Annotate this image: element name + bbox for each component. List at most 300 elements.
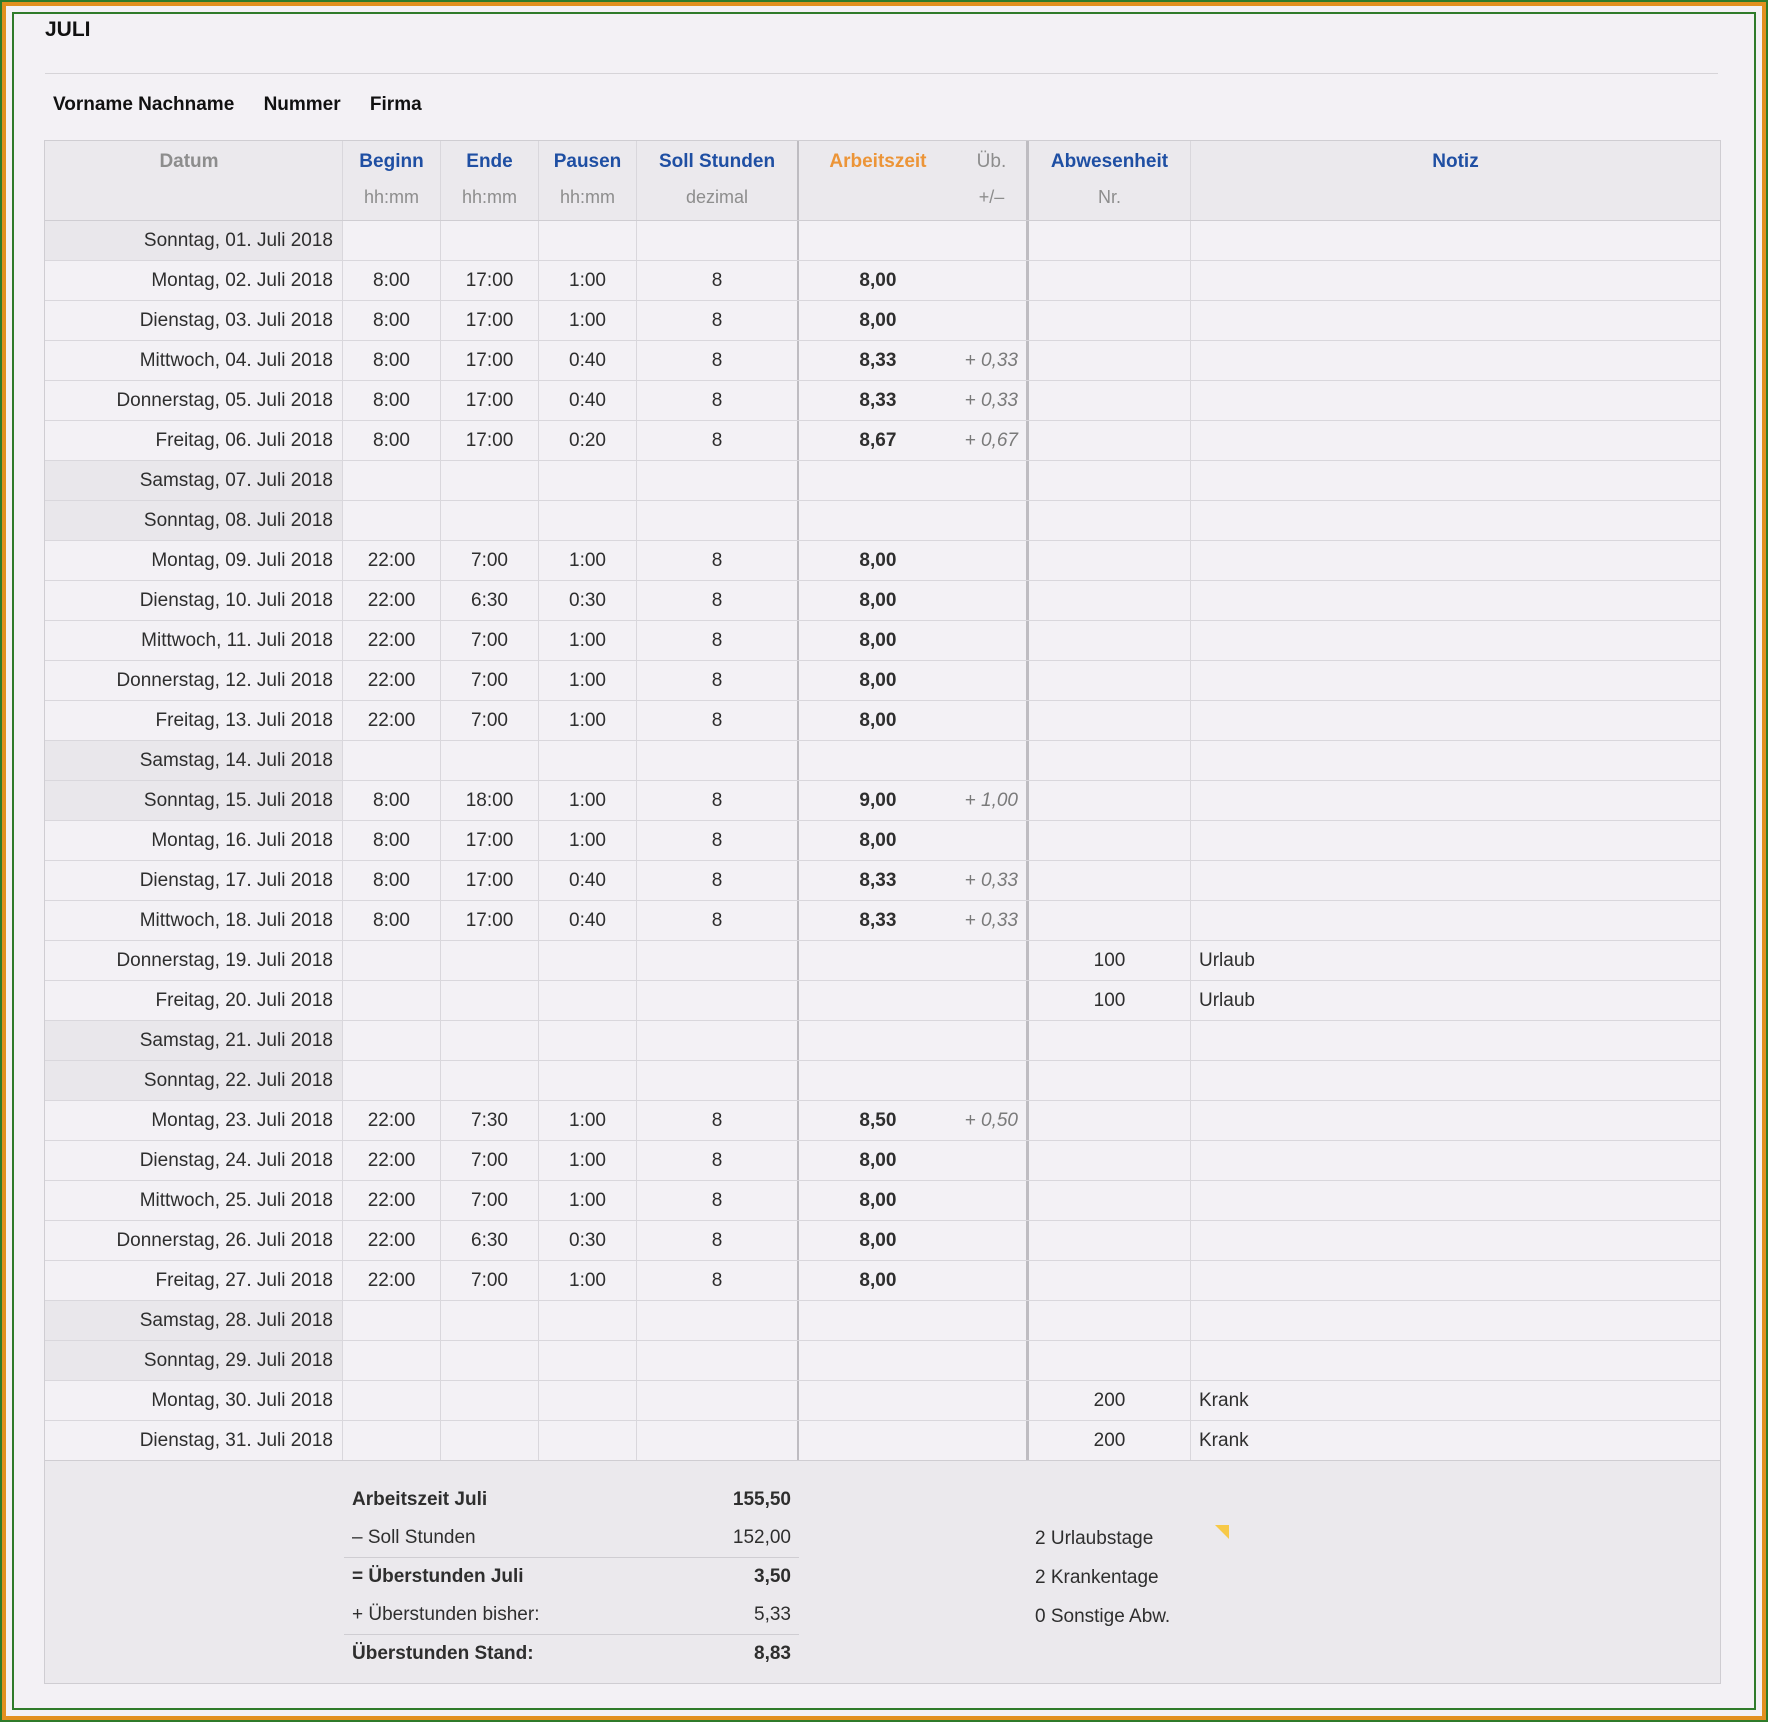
ende-cell (441, 1341, 539, 1380)
month-title: JULI (45, 18, 91, 41)
abwesenheit-cell (1029, 541, 1191, 580)
notiz-cell (1191, 781, 1720, 820)
abwesenheit-cell (1029, 341, 1191, 380)
arbeitszeit-value: 8,67 (859, 429, 897, 451)
notiz-cell: Krank (1199, 1429, 1249, 1451)
arbeitszeit-value: 8,00 (859, 1149, 897, 1171)
soll-cell: 8 (637, 541, 799, 580)
summary-label: + Überstunden bisher: (352, 1604, 540, 1625)
arbeitszeit-cell (799, 701, 1029, 740)
abwesenheit-cell (1029, 381, 1191, 420)
arbeitszeit-cell (799, 1101, 1029, 1140)
arbeitszeit-cell (799, 1341, 1029, 1380)
notiz-cell (1191, 501, 1720, 540)
ende-cell: 7:30 (441, 1101, 539, 1140)
soll-cell: 8 (637, 861, 799, 900)
pausen-cell: 0:30 (539, 581, 637, 620)
ueberstunden-value: + 0,33 (964, 349, 1018, 371)
col-header-datum: Datum (45, 141, 343, 220)
arbeitszeit-cell (799, 461, 1029, 500)
abwesenheit-cell (1029, 901, 1191, 940)
notiz-cell (1191, 1221, 1720, 1260)
arbeitszeit-cell (799, 381, 1029, 420)
date-cell: Dienstag, 24. Juli 2018 (45, 1141, 343, 1180)
summary-label: Arbeitszeit Juli (352, 1489, 488, 1510)
arbeitszeit-cell (799, 421, 1029, 460)
date-cell: Montag, 02. Juli 2018 (45, 261, 343, 300)
pausen-cell (539, 221, 637, 260)
arbeitszeit-value: 8,00 (859, 1269, 897, 1291)
ub-subheader: +/– (978, 187, 1005, 207)
table-row (45, 541, 1720, 581)
abwesenheit-cell (1029, 1221, 1191, 1260)
pausen-cell: 1:00 (539, 701, 637, 740)
col-header-notiz: Notiz (1432, 151, 1479, 172)
soll-cell (637, 741, 799, 780)
pausen-cell: 1:00 (539, 621, 637, 660)
pausen-cell: 0:40 (539, 861, 637, 900)
beginn-cell: 22:00 (343, 581, 441, 620)
abwesenheit-cell (1029, 821, 1191, 860)
soll-cell: 8 (637, 381, 799, 420)
arbeitszeit-cell (799, 541, 1029, 580)
table-row (45, 1221, 1720, 1261)
ende-cell: 6:30 (441, 581, 539, 620)
person-info (53, 94, 446, 116)
soll-cell: 8 (637, 821, 799, 860)
pausen-cell (539, 461, 637, 500)
notiz-cell (1191, 421, 1720, 460)
beginn-cell (343, 981, 441, 1020)
ende-cell: 17:00 (441, 821, 539, 860)
ende-cell (441, 501, 539, 540)
ende-cell: 7:00 (441, 621, 539, 660)
abwesenheit-cell (1029, 1301, 1191, 1340)
ueberstunden-value: + 0,33 (964, 909, 1018, 931)
pausen-cell: 1:00 (539, 661, 637, 700)
pausen-cell (539, 1061, 637, 1100)
arbeitszeit-cell (799, 1221, 1029, 1260)
date-cell: Sonntag, 08. Juli 2018 (45, 501, 343, 540)
soll-cell: 8 (637, 1181, 799, 1220)
beginn-cell: 22:00 (343, 1141, 441, 1180)
abwesenheit-cell (1029, 1181, 1191, 1220)
notiz-cell (1191, 541, 1720, 580)
soll-cell (637, 1061, 799, 1100)
ueberstunden-value: + 0,67 (964, 429, 1018, 451)
soll-cell: 8 (637, 1101, 799, 1140)
table-row (45, 861, 1720, 901)
notiz-cell: Urlaub (1199, 949, 1255, 971)
arbeitszeit-value: 8,33 (859, 909, 897, 931)
soll-cell: 8 (637, 1261, 799, 1300)
ende-cell (441, 981, 539, 1020)
summary-row (344, 1596, 799, 1634)
arbeitszeit-cell (799, 341, 1029, 380)
arbeitszeit-value: 8,33 (859, 869, 897, 891)
pausen-cell: 0:40 (539, 341, 637, 380)
date-cell: Freitag, 06. Juli 2018 (45, 421, 343, 460)
notiz-cell (1191, 1141, 1720, 1180)
table-row (45, 1261, 1720, 1301)
pausen-cell: 0:20 (539, 421, 637, 460)
beginn-cell: 8:00 (343, 301, 441, 340)
arbeitszeit-cell (799, 661, 1029, 700)
abwesenheit-cell (1029, 741, 1191, 780)
arbeitszeit-cell (799, 981, 1029, 1020)
beginn-cell: 8:00 (343, 421, 441, 460)
ende-cell: 17:00 (441, 261, 539, 300)
soll-cell: 8 (637, 781, 799, 820)
ende-cell: 17:00 (441, 901, 539, 940)
date-cell: Dienstag, 31. Juli 2018 (45, 1421, 343, 1460)
table-row (45, 1381, 1720, 1421)
table-row (45, 581, 1720, 621)
soll-cell (637, 501, 799, 540)
ende-cell: 7:00 (441, 1181, 539, 1220)
summary-row (344, 1634, 799, 1673)
comment-marker-icon (1215, 1525, 1229, 1539)
date-cell: Dienstag, 17. Juli 2018 (45, 861, 343, 900)
arbeitszeit-cell (799, 221, 1029, 260)
beginn-cell (343, 1421, 441, 1460)
pausen-cell: 1:00 (539, 1141, 637, 1180)
title-divider (45, 73, 1718, 74)
ende-cell (441, 221, 539, 260)
date-cell: Sonntag, 29. Juli 2018 (45, 1341, 343, 1380)
ende-cell: 7:00 (441, 1261, 539, 1300)
beginn-cell: 22:00 (343, 1181, 441, 1220)
table-row (45, 701, 1720, 741)
abwesenheit-cell: 100 (1029, 941, 1191, 980)
date-cell: Donnerstag, 05. Juli 2018 (45, 381, 343, 420)
date-cell: Samstag, 14. Juli 2018 (45, 741, 343, 780)
arbeitszeit-cell (799, 1301, 1029, 1340)
soll-cell (637, 1341, 799, 1380)
arbeitszeit-cell (799, 741, 1029, 780)
beginn-cell: 22:00 (343, 1221, 441, 1260)
date-cell: Mittwoch, 18. Juli 2018 (45, 901, 343, 940)
soll-cell: 8 (637, 261, 799, 300)
ende-cell: 6:30 (441, 1221, 539, 1260)
arbeitszeit-cell (799, 621, 1029, 660)
arbeitszeit-value: 8,00 (859, 629, 897, 651)
arbeitszeit-value: 8,00 (859, 709, 897, 731)
abwesenheit-cell (1029, 461, 1191, 500)
beginn-cell (343, 1061, 441, 1100)
abwesenheit-cell (1029, 1021, 1191, 1060)
soll-cell: 8 (637, 901, 799, 940)
arbeitszeit-cell (799, 861, 1029, 900)
arbeitszeit-value: 8,00 (859, 269, 897, 291)
pausen-cell: 1:00 (539, 821, 637, 860)
time-table (44, 140, 1721, 1684)
beginn-cell (343, 221, 441, 260)
beginn-cell (343, 1301, 441, 1340)
summary-row (344, 1481, 799, 1519)
abwesenheit-cell (1029, 1341, 1191, 1380)
summary-value: 155,50 (732, 1489, 791, 1510)
soll-cell (637, 941, 799, 980)
col-header-soll: Soll Stunden dezimal (637, 141, 799, 220)
notiz-cell (1191, 701, 1720, 740)
col-header-arbeitszeit (799, 141, 1029, 220)
soll-cell (637, 461, 799, 500)
summary-label: Überstunden Stand: (352, 1643, 534, 1664)
ende-cell (441, 741, 539, 780)
summary-table (344, 1481, 799, 1673)
date-cell: Mittwoch, 04. Juli 2018 (45, 341, 343, 380)
pausen-cell: 1:00 (539, 301, 637, 340)
abwesenheit-cell (1029, 661, 1191, 700)
abwesenheit-cell (1029, 1061, 1191, 1100)
soll-cell: 8 (637, 581, 799, 620)
beginn-cell: 8:00 (343, 381, 441, 420)
ueberstunden-value: + 1,00 (964, 789, 1018, 811)
table-row (45, 981, 1720, 1021)
date-cell: Mittwoch, 11. Juli 2018 (45, 621, 343, 660)
abwesenheit-cell: 100 (1029, 981, 1191, 1020)
ueberstunden-value: + 0,33 (964, 869, 1018, 891)
table-row (45, 1301, 1720, 1341)
ende-cell: 18:00 (441, 781, 539, 820)
table-row (45, 301, 1720, 341)
summary-label: – Soll Stunden (352, 1527, 476, 1548)
arbeitszeit-value: 8,00 (859, 1229, 897, 1251)
arbeitszeit-value: 8,00 (859, 669, 897, 691)
soll-cell (637, 1301, 799, 1340)
arbeitszeit-value: 8,00 (859, 829, 897, 851)
pausen-cell (539, 501, 637, 540)
absence-summary (1035, 1519, 1170, 1636)
summary-value: 3,50 (754, 1566, 791, 1587)
beginn-cell: 8:00 (343, 901, 441, 940)
table-row (45, 261, 1720, 301)
soll-cell: 8 (637, 341, 799, 380)
notiz-cell (1191, 1101, 1720, 1140)
notiz-cell (1191, 1021, 1720, 1060)
ende-cell: 7:00 (441, 541, 539, 580)
ueberstunden-value: + 0,33 (964, 389, 1018, 411)
arbeitszeit-cell (799, 821, 1029, 860)
abwesenheit-cell: 200 (1029, 1381, 1191, 1420)
notiz-cell (1191, 1301, 1720, 1340)
table-row (45, 1101, 1720, 1141)
notiz-cell (1191, 581, 1720, 620)
pausen-cell (539, 1021, 637, 1060)
table-row (45, 941, 1720, 981)
notiz-cell (1191, 341, 1720, 380)
beginn-cell: 22:00 (343, 541, 441, 580)
beginn-cell: 22:00 (343, 1101, 441, 1140)
abwesenheit-cell (1029, 221, 1191, 260)
pausen-cell (539, 1421, 637, 1460)
absence-count: 2 Krankentage (1035, 1567, 1159, 1588)
ende-cell: 17:00 (441, 861, 539, 900)
date-cell: Montag, 23. Juli 2018 (45, 1101, 343, 1140)
arbeitszeit-value: 9,00 (859, 789, 897, 811)
ende-cell: 7:00 (441, 1141, 539, 1180)
absence-count: 0 Sonstige Abw. (1035, 1606, 1171, 1627)
notiz-cell (1191, 261, 1720, 300)
beginn-cell: 8:00 (343, 341, 441, 380)
table-row (45, 341, 1720, 381)
table-row (45, 221, 1720, 261)
notiz-cell (1191, 821, 1720, 860)
notiz-cell (1191, 221, 1720, 260)
abwesenheit-cell (1029, 861, 1191, 900)
soll-cell: 8 (637, 701, 799, 740)
abwesenheit-cell (1029, 501, 1191, 540)
table-row (45, 1141, 1720, 1181)
arbeitszeit-value: 8,33 (859, 349, 897, 371)
pausen-cell: 1:00 (539, 541, 637, 580)
date-cell: Donnerstag, 26. Juli 2018 (45, 1221, 343, 1260)
abwesenheit-cell (1029, 621, 1191, 660)
notiz-cell (1191, 381, 1720, 420)
beginn-cell: 8:00 (343, 861, 441, 900)
arbeitszeit-cell (799, 901, 1029, 940)
ueberstunden-value: + 0,50 (964, 1109, 1018, 1131)
person-name: Vorname Nachname (53, 94, 235, 115)
abwesenheit-cell (1029, 301, 1191, 340)
notiz-cell (1191, 1061, 1720, 1100)
date-cell: Donnerstag, 12. Juli 2018 (45, 661, 343, 700)
arbeitszeit-value: 8,33 (859, 389, 897, 411)
beginn-cell: 8:00 (343, 781, 441, 820)
pausen-cell: 0:30 (539, 1221, 637, 1260)
pausen-cell (539, 1381, 637, 1420)
arbeitszeit-cell (799, 781, 1029, 820)
ende-cell (441, 1301, 539, 1340)
col-header-abwesenheit: Abwesenheit Nr. (1029, 141, 1191, 220)
pausen-cell (539, 941, 637, 980)
ende-cell (441, 1021, 539, 1060)
soll-cell (637, 1381, 799, 1420)
arbeitszeit-value: 8,00 (859, 1189, 897, 1211)
arbeitszeit-cell (799, 1421, 1029, 1460)
arbeitszeit-value: 8,00 (859, 589, 897, 611)
soll-cell: 8 (637, 621, 799, 660)
table-header (45, 141, 1720, 221)
ende-cell (441, 1421, 539, 1460)
pausen-cell (539, 1341, 637, 1380)
date-cell: Freitag, 20. Juli 2018 (45, 981, 343, 1020)
date-cell: Samstag, 07. Juli 2018 (45, 461, 343, 500)
arbeitszeit-cell (799, 941, 1029, 980)
pausen-cell (539, 981, 637, 1020)
beginn-cell: 22:00 (343, 701, 441, 740)
pausen-cell: 1:00 (539, 1181, 637, 1220)
beginn-cell (343, 941, 441, 980)
beginn-cell (343, 501, 441, 540)
table-row (45, 821, 1720, 861)
beginn-cell: 8:00 (343, 261, 441, 300)
soll-cell: 8 (637, 421, 799, 460)
abwesenheit-cell (1029, 701, 1191, 740)
abwesenheit-cell (1029, 581, 1191, 620)
date-cell: Samstag, 28. Juli 2018 (45, 1301, 343, 1340)
table-row (45, 1021, 1720, 1061)
table-row (45, 421, 1720, 461)
date-cell: Freitag, 13. Juli 2018 (45, 701, 343, 740)
arbeitszeit-value: 8,00 (859, 309, 897, 331)
ende-cell: 17:00 (441, 341, 539, 380)
arbeitszeit-cell (799, 1261, 1029, 1300)
soll-cell (637, 1021, 799, 1060)
soll-cell: 8 (637, 301, 799, 340)
notiz-cell (1191, 621, 1720, 660)
abwesenheit-cell (1029, 261, 1191, 300)
date-cell: Dienstag, 10. Juli 2018 (45, 581, 343, 620)
summary-label: = Überstunden Juli (352, 1566, 524, 1587)
date-cell: Sonntag, 22. Juli 2018 (45, 1061, 343, 1100)
arbeitszeit-header: Arbeitszeit (829, 151, 927, 172)
notiz-cell (1191, 461, 1720, 500)
soll-cell (637, 221, 799, 260)
beginn-cell: 22:00 (343, 621, 441, 660)
notiz-cell (1191, 741, 1720, 780)
absence-count: 2 Urlaubstage (1035, 1528, 1154, 1549)
ende-cell (441, 1381, 539, 1420)
table-row (45, 741, 1720, 781)
arbeitszeit-cell (799, 501, 1029, 540)
ende-cell (441, 1061, 539, 1100)
table-row (45, 781, 1720, 821)
date-cell: Montag, 09. Juli 2018 (45, 541, 343, 580)
arbeitszeit-cell (799, 1141, 1029, 1180)
table-row (45, 1061, 1720, 1101)
pausen-cell: 1:00 (539, 1261, 637, 1300)
table-row (45, 661, 1720, 701)
abwesenheit-cell (1029, 1261, 1191, 1300)
pausen-cell: 0:40 (539, 381, 637, 420)
ende-cell (441, 461, 539, 500)
table-row (45, 461, 1720, 501)
ende-cell: 17:00 (441, 381, 539, 420)
beginn-cell (343, 1341, 441, 1380)
date-cell: Mittwoch, 25. Juli 2018 (45, 1181, 343, 1220)
date-cell: Samstag, 21. Juli 2018 (45, 1021, 343, 1060)
date-cell: Montag, 16. Juli 2018 (45, 821, 343, 860)
notiz-cell (1191, 661, 1720, 700)
summary-value: 152,00 (732, 1527, 791, 1548)
summary-row (344, 1557, 799, 1596)
notiz-cell (1191, 1341, 1720, 1380)
summary-value: 8,83 (754, 1643, 791, 1664)
abwesenheit-cell (1029, 781, 1191, 820)
date-cell: Donnerstag, 19. Juli 2018 (45, 941, 343, 980)
table-body (45, 221, 1720, 1460)
pausen-cell: 1:00 (539, 261, 637, 300)
arbeitszeit-cell (799, 1021, 1029, 1060)
person-number: Nummer (263, 94, 341, 115)
arbeitszeit-cell (799, 301, 1029, 340)
table-row (45, 501, 1720, 541)
pausen-cell (539, 1301, 637, 1340)
arbeitszeit-cell (799, 1381, 1029, 1420)
col-header-ende: Ende hh:mm (441, 141, 539, 220)
pausen-cell: 1:00 (539, 781, 637, 820)
beginn-cell: 8:00 (343, 821, 441, 860)
date-cell: Freitag, 27. Juli 2018 (45, 1261, 343, 1300)
notiz-cell: Urlaub (1199, 989, 1255, 1011)
ende-cell: 17:00 (441, 301, 539, 340)
beginn-cell (343, 741, 441, 780)
soll-cell (637, 981, 799, 1020)
summary-row (344, 1519, 799, 1557)
table-row (45, 1181, 1720, 1221)
